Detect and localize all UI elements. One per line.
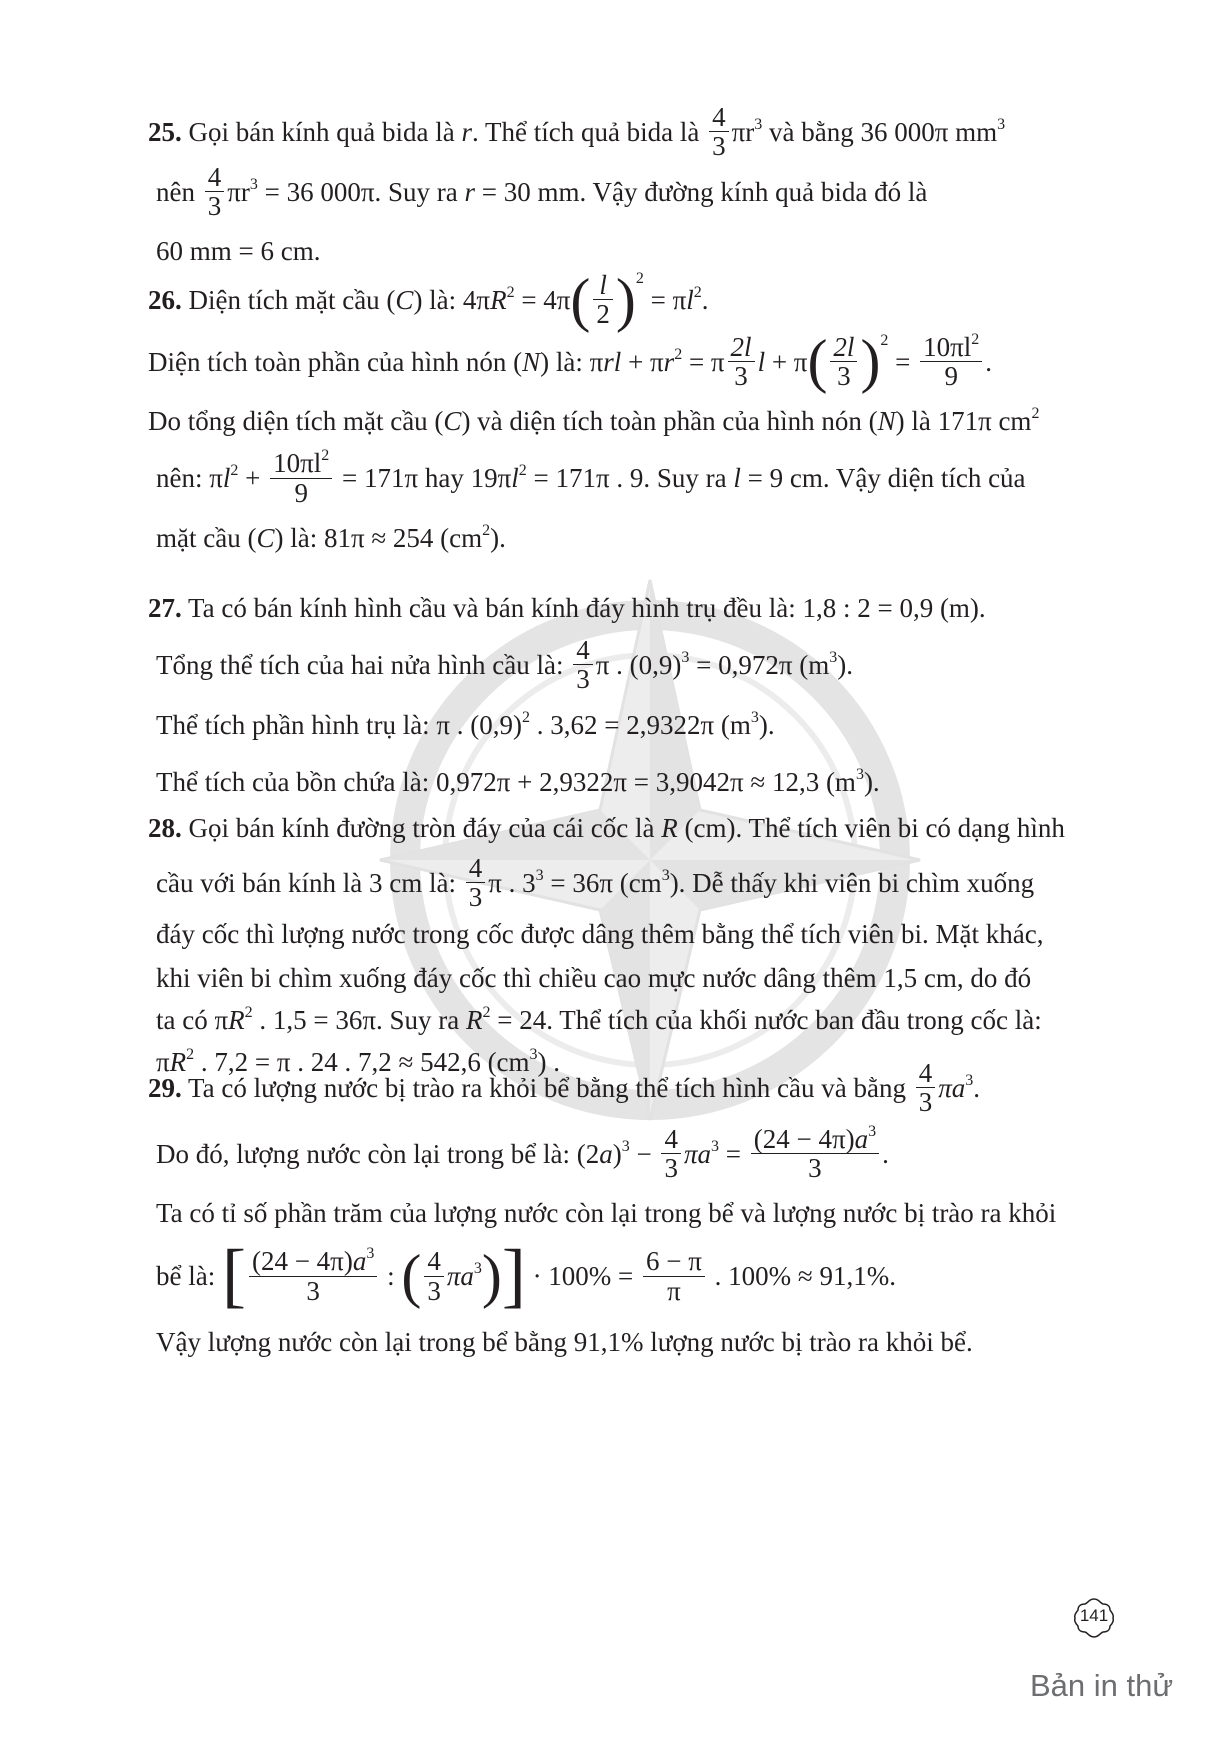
fraction: $\frac{6 - \pi}{\pi}$ <box>643 1247 705 1305</box>
fraction: $\frac{4}{3}$ <box>709 103 729 161</box>
fraction: $\frac{4}{3}$ <box>424 1247 444 1305</box>
exercise-27: 27. Ta có bán kính hình cầu và bán kính đáy hình trụ đều là: 1,8 : 2 = 0,9 (m). Tổng thể tích của hai nửa hình cầu là: $\frac{4}{3}$ π . $(0,9)^3 = 0,972\pi$ $(m^3)$. Thể tích phần hình trụ là: π . $(0,9)^2$ . 3,62 = 2,9322π $(m^3)$. Thể tích của bồn chứa là: 0,972π + 2,9322π = 3,9042π ≈ 12,3 $(m^3)$. <box>148 593 986 797</box>
fraction: $\frac{(24 - 4\pi)a^3}{3}$ <box>751 1125 879 1183</box>
fraction: $\frac{l}{2}$ <box>593 271 613 329</box>
exercise-29: 29. Ta có lượng nước bị trào ra khỏi bể bằng thể tích hình cầu và bằng $\frac{4}{3}$ $\pi a^3$. Do đó, lượng nước còn lại trong bể là: $(2a)^3$ − $\frac{4}{3}$ $\pi a^3$ = $\frac{(24 - 4\pi)a^3}{3}$ . Ta có tỉ số phần trăm của lượng nước còn lại trong bể và lượng nước bị trào ra khỏi bể là: [ $\frac{(24 - 4\pi)a^3}{3}$ : ( $\frac{4}{3}$ $\pi a^3)] \cdot 100\%$ = $\frac{6 - \pi}{\pi}$ . 100% ≈ 91,1%. Vậy lượng nước còn lại trong bể bằng 91,1% lượng nước bị trào ra khỏi bể. <box>148 1057 1057 1357</box>
fraction: $\frac{4}{3}$ <box>916 1059 936 1117</box>
fraction: $\frac{10\pi l^2}{9}$ <box>920 333 982 391</box>
exercise-26: 26. Diện tích mặt cầu (C) là: $4\pi R^2 = 4\pi$( $\frac{l}{2}$ )$^2 = \pi l^2$. Diện tích toàn phần của hình nón (N) là: $\pi rl + \pi r^2 = \pi$ $\frac{2l}{3}$ l + π( $\frac{2l}{3}$ )$^2$ = $\frac{10\pi l^2}{9}$ . Do tổng diện tích mặt cầu (C) và diện tích toàn phần của hình nón (N) là 171π $cm^2$ nên: $\pi l^2$ + $\frac{10\pi l^2}{9}$ = 171π hay $19\pi l^2 = 171\pi$ . 9. Suy ra l = 9 cm. Vậy diện tích của mặt cầu (C) là: 81π ≈ 254 $(cm^2)$. <box>148 266 1040 553</box>
fraction: $\frac{4}{3}$ <box>466 854 486 912</box>
fraction: $\frac{4}{3}$ <box>573 636 593 694</box>
fraction: $\frac{4}{3}$ <box>661 1125 681 1183</box>
fraction: $\frac{(24 - 4\pi)a^3}{3}$ <box>249 1247 377 1305</box>
page-number: 141 <box>1079 1606 1109 1625</box>
exercise-28: 28. Gọi bán kính đường tròn đáy của cái cốc là R (cm). Thể tích viên bi có dạng hình cầu với bán kính là 3 cm là: $\frac{4}{3}$ π . $3^3 = 36\pi$ $(cm^3)$. Dễ thấy khi viên bi chìm xuống đáy cốc thì lượng nước trong cốc được dâng thêm bằng thể tích viên bi. Mặt khác, khi viên bi chìm xuống đáy cốc thì chiều cao mực nước dâng thêm 1,5 cm, do đó ta có $\pi R^2$ . 1,5 = 36π. Suy ra $R^2 = 24$. Thể tích của khối nước ban đầu trong cốc là: $\pi R^2$ . 7,2 = π . 24 . 7,2 ≈ 542,6 $(cm^3)$ . <box>148 813 1065 1077</box>
fraction: $\frac{4}{3}$ <box>205 163 225 221</box>
page-number-badge <box>1072 1596 1116 1640</box>
fraction: $\frac{2l}{3}$ <box>830 333 857 391</box>
fraction: $\frac{2l}{3}$ <box>728 333 755 391</box>
exercise-number: 25. <box>148 117 182 147</box>
proof-label: Bản in thử <box>1030 1668 1174 1703</box>
fraction: $\frac{10\pi l^2}{9}$ <box>270 449 332 507</box>
exercise-25: 25. Gọi bán kính quả bida là r. Thể tích quả bida là $\frac{4}{3}$ $\pi r^3$ và bằng 36 000π $mm^3$ nên $\frac{4}{3}$ $\pi r^3 = 36$ 000π. Suy ra r = 30 mm. Vậy đường kính quả bida đó là 60 mm = 6 cm. <box>148 101 1006 267</box>
